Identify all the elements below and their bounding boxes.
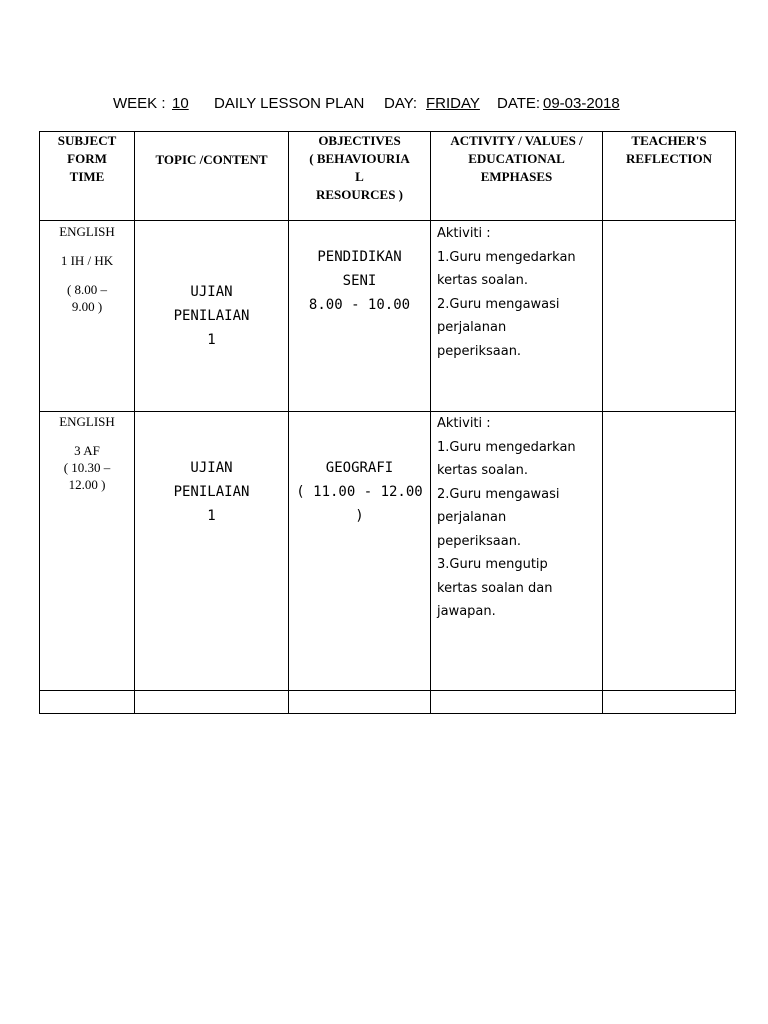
date-label: DATE:	[497, 95, 541, 112]
topic-cell: UJIAN PENILAIAN 1	[135, 412, 289, 691]
subject-cell: ENGLISH 1 IH / HK ( 8.00 – 9.00 )	[40, 221, 135, 412]
empty-cell	[289, 691, 431, 714]
table-row	[40, 412, 736, 691]
objectives-cell: PENDIDIKAN SENI 8.00 - 10.00	[289, 221, 431, 412]
table-row	[40, 221, 736, 412]
empty-cell	[603, 691, 736, 714]
form-text: 1 IH / HK	[60, 253, 114, 268]
col-header-subject: SUBJECT FORM TIME	[40, 132, 135, 221]
subject-text: ENGLISH	[59, 414, 115, 429]
subject-cell: ENGLISH 3 AF ( 10.30 – 12.00 )	[40, 412, 135, 691]
time-text: ( 10.30 –	[63, 460, 111, 475]
empty-cell	[135, 691, 289, 714]
reflection-cell	[603, 412, 736, 691]
form-text: 3 AF	[74, 443, 100, 458]
objectives-cell: GEOGRAFI ( 11.00 - 12.00 )	[289, 412, 431, 691]
week-value: 10	[172, 95, 189, 112]
col-header-topic: TOPIC /CONTENT	[135, 132, 289, 221]
activity-cell: Aktiviti : 1.Guru mengedarkan kertas soalan. 2.Guru mengawasi perjalanan peperiksaan.	[431, 221, 603, 412]
plan-title: DAILY LESSON PLAN	[214, 95, 365, 112]
activity-cell: Aktiviti : 1.Guru mengedarkan kertas soalan. 2.Guru mengawasi perjalanan peperiksaan. 3.Guru mengutip kertas soalan dan jawapan.	[431, 412, 603, 691]
empty-cell	[431, 691, 603, 714]
subject-text: ENGLISH	[59, 224, 115, 239]
col-header-activity: ACTIVITY / VALUES / EDUCATIONAL EMPHASES	[431, 132, 603, 221]
topic-cell: UJIAN PENILAIAN 1	[135, 221, 289, 412]
week-label: WEEK :	[113, 95, 166, 112]
table-header-row	[40, 132, 736, 221]
empty-cell	[40, 691, 135, 714]
col-header-reflection: TEACHER'S REFLECTION	[603, 132, 736, 221]
reflection-cell	[603, 221, 736, 412]
time-text: ( 8.00 –	[66, 282, 108, 297]
table-row-empty	[40, 691, 736, 714]
day-label: DAY:	[384, 95, 418, 112]
lesson-plan-table	[39, 131, 736, 714]
day-value: FRIDAY	[426, 95, 480, 112]
col-header-objectives: OBJECTIVES ( BEHAVIOURIA L RESOURCES )	[289, 132, 431, 221]
date-value: 09-03-2018	[543, 95, 620, 112]
document-header	[0, 95, 768, 115]
